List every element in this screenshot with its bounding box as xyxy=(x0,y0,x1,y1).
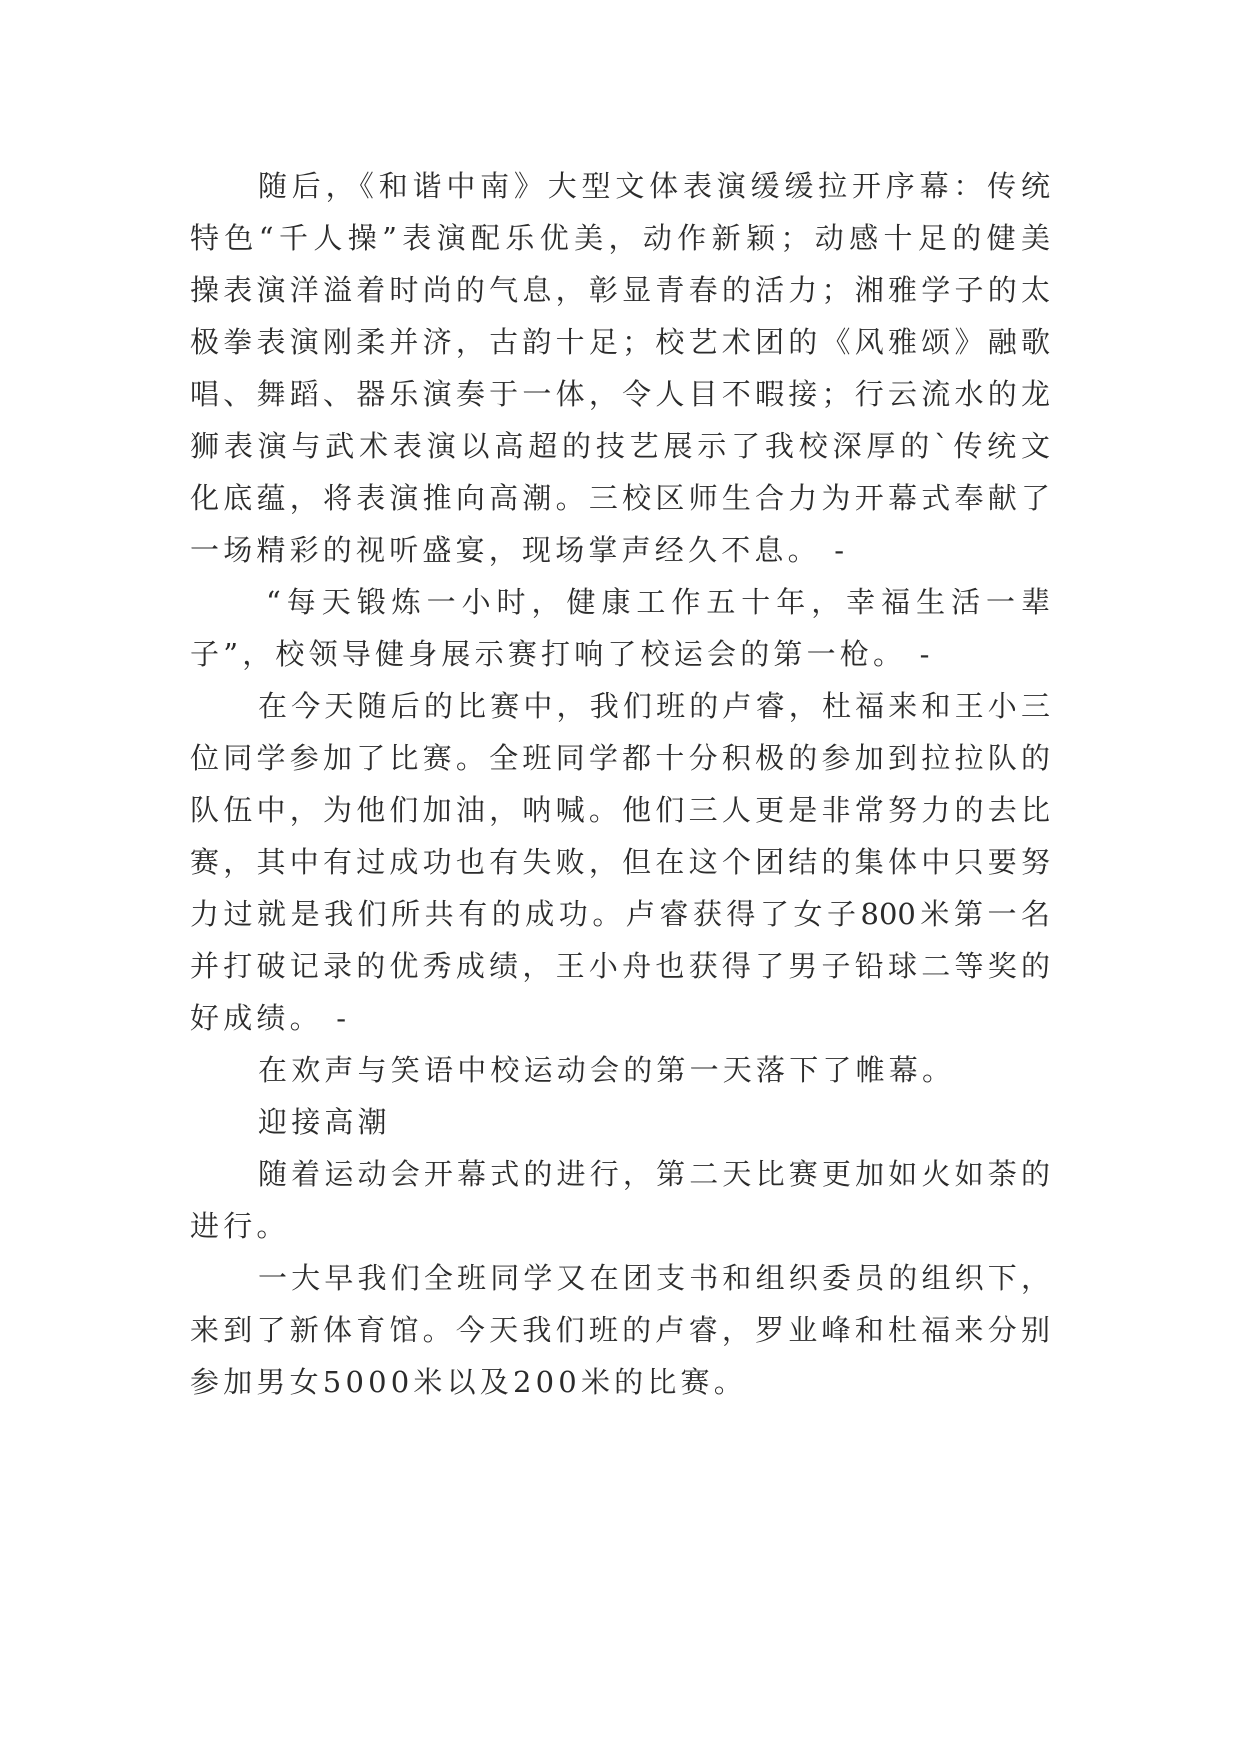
text-line: “每天锻炼一小时，健康工作五十年，幸福生活一辈 xyxy=(266,585,1050,619)
section-heading: 迎接高潮 xyxy=(258,1105,391,1139)
text-line: 特色“千人操”表演配乐优美，动作新颖；动感十足的健美 xyxy=(190,221,1050,255)
text-line: 好成绩。 - xyxy=(190,1001,351,1035)
text-line: 力过就是我们所共有的成功。卢睿获得了女子800米第一名 xyxy=(190,897,1050,931)
text-line: 操表演洋溢着时尚的气息，彰显青春的活力；湘雅学子的太 xyxy=(190,273,1050,307)
text-line: 进行。 xyxy=(190,1209,290,1243)
text-line: 随着运动会开幕式的进行，第二天比赛更加如火如荼的 xyxy=(258,1157,1050,1191)
text-line: 极拳表演刚柔并济，古韵十足；校艺术团的《风雅颂》融歌 xyxy=(190,325,1050,359)
text-line: 位同学参加了比赛。全班同学都十分积极的参加到拉拉队的 xyxy=(190,741,1050,775)
text-line: 一场精彩的视听盛宴，现场掌声经久不息。 - xyxy=(190,533,849,567)
text-line: 并打破记录的优秀成绩，王小舟也获得了男子铅球二等奖的 xyxy=(190,949,1050,983)
text-line: 在今天随后的比赛中，我们班的卢睿，杜福来和王小三 xyxy=(258,689,1050,723)
text-line: 唱、舞蹈、器乐演奏于一体，令人目不暇接；行云流水的龙 xyxy=(190,377,1050,411)
text-line: 狮表演与武术表演以高超的技艺展示了我校深厚的`传统文 xyxy=(190,429,1050,463)
text-line: 参加男女5000米以及200米的比赛。 xyxy=(190,1365,747,1399)
text-line: 来到了新体育馆。今天我们班的卢睿，罗业峰和杜福来分别 xyxy=(190,1313,1050,1347)
text-line: 在欢声与笑语中校运动会的第一天落下了帷幕。 xyxy=(258,1053,956,1087)
text-line: 子”，校领导健身展示赛打响了校运会的第一枪。 - xyxy=(190,637,934,671)
text-line: 一大早我们全班同学又在团支书和组织委员的组织下， xyxy=(258,1261,1050,1295)
text-line: 随后，《和谐中南》大型文体表演缓缓拉开序幕：传统 xyxy=(258,169,1050,203)
text-line: 赛，其中有过成功也有失败，但在这个团结的集体中只要努 xyxy=(190,845,1050,879)
text-line: 化底蕴，将表演推向高潮。三校区师生合力为开幕式奉献了 xyxy=(190,481,1050,515)
text-line: 队伍中，为他们加油，呐喊。他们三人更是非常努力的去比 xyxy=(190,793,1050,827)
